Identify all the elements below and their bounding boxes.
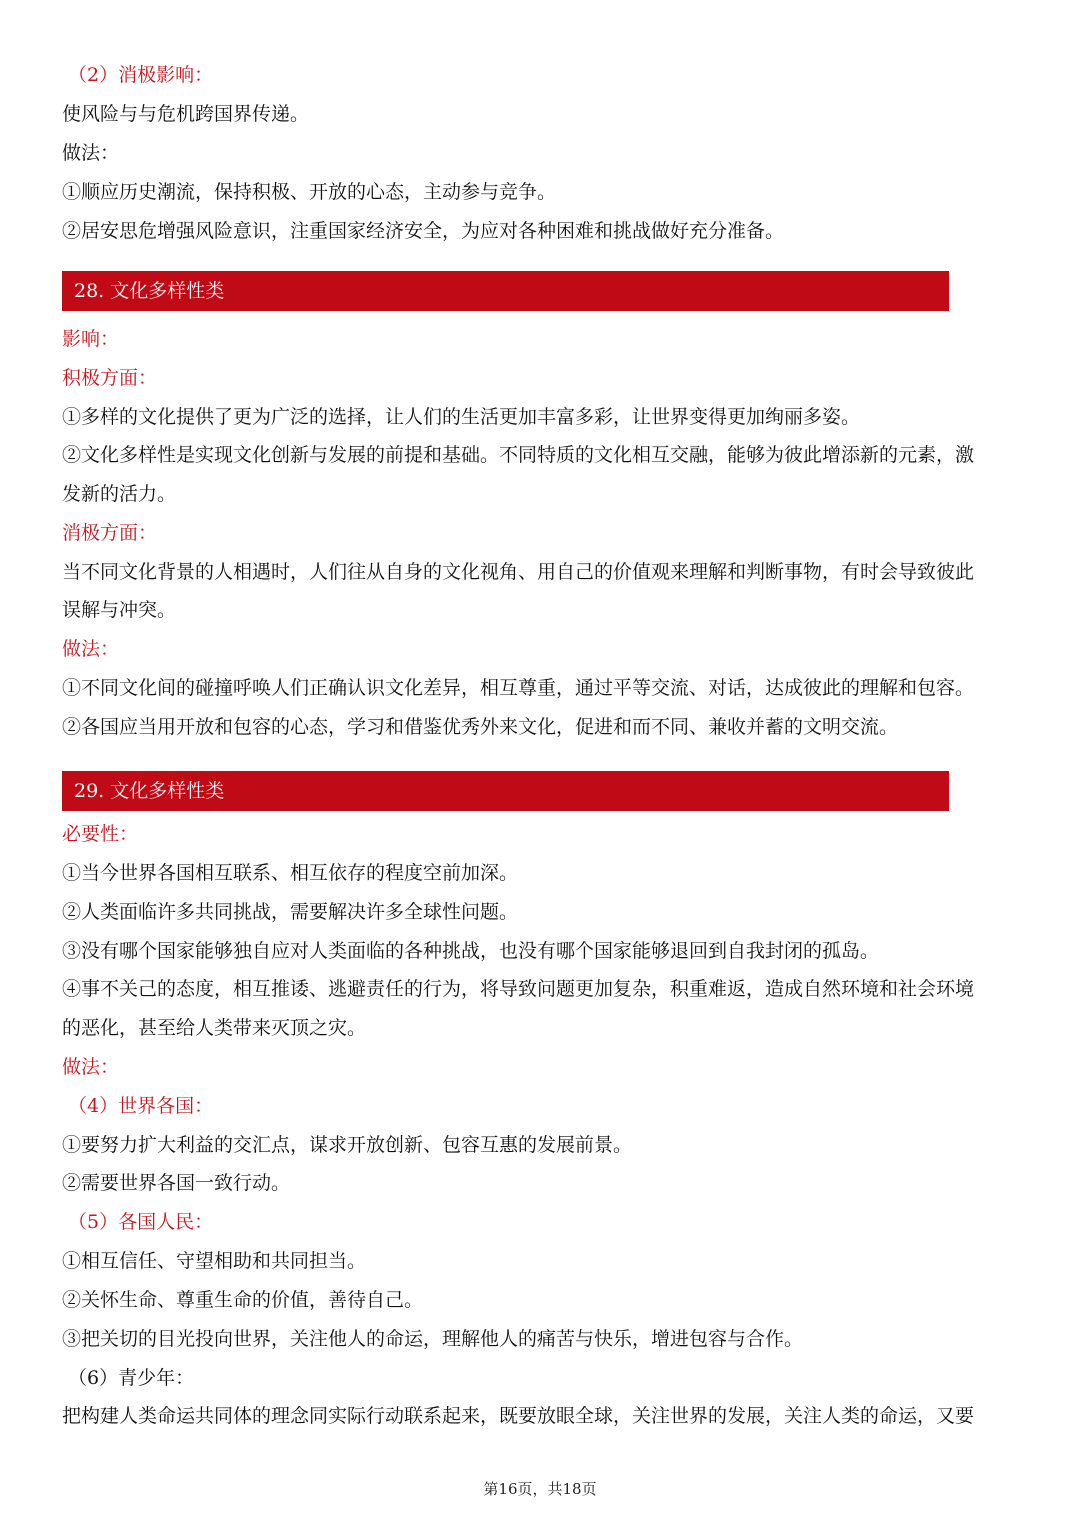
text-line: ③没有哪个国家能够独自应对人类面临的各种挑战，也没有哪个国家能够退回到自我封闭的孤岛。 bbox=[62, 940, 880, 962]
text-line: 当不同文化背景的人相遇时，人们往从自身的文化视角、用自己的价值观来理解和判断事物，有时会导致彼此 bbox=[62, 561, 975, 583]
text-line: ②文化多样性是实现文化创新与发展的前提和基础。不同特质的文化相互交融，能够为彼此增添新的元素，激 bbox=[62, 444, 975, 466]
people-label: （5）各国人民： bbox=[68, 1211, 214, 1233]
page-number: 第16页，共18页 bbox=[483, 1480, 597, 1498]
text-line: ④事不关己的态度，相互推诿、逃避责任的行为，将导致问题更加复杂，积重难返，造成自然环境和社会环境 bbox=[62, 978, 975, 1000]
text-line: ①多样的文化提供了更为广泛的选择，让人们的生活更加丰富多彩，让世界变得更加绚丽多姿。 bbox=[62, 406, 861, 428]
text-line: ①顺应历史潮流，保持积极、开放的心态，主动参与竞争。 bbox=[62, 181, 557, 203]
text-line: 使风险与与危机跨国界传递。 bbox=[62, 103, 310, 125]
necessity-label: 必要性： bbox=[62, 823, 139, 845]
negative-label: 消极方面： bbox=[62, 522, 158, 544]
text-line: ①要努力扩大利益的交汇点，谋求开放创新、包容互惠的发展前景。 bbox=[62, 1134, 633, 1156]
text-line: ③把关切的目光投向世界，关注他人的命运，理解他人的痛苦与快乐，增进包容与合作。 bbox=[62, 1328, 804, 1350]
text-line: ②需要世界各国一致行动。 bbox=[62, 1172, 291, 1194]
text-line: ②关怀生命、尊重生命的价值，善待自己。 bbox=[62, 1289, 424, 1311]
text-line: ②各国应当用开放和包容的心态，学习和借鉴优秀外来文化，促进和而不同、兼收并蓄的文明交流。 bbox=[62, 716, 899, 738]
text-line: 发新的活力。 bbox=[62, 483, 177, 505]
subheading-negative-impact: （2）消极影响： bbox=[68, 64, 214, 86]
youth-label: （6）青少年： bbox=[68, 1367, 195, 1389]
text-line: 误解与冲突。 bbox=[62, 599, 177, 621]
text-line: 做法： bbox=[62, 142, 120, 164]
section-29-banner: 29. 文化多样性类 bbox=[62, 771, 949, 811]
text-line: ②人类面临许多共同挑战，需要解决许多全球性问题。 bbox=[62, 901, 519, 923]
world-label: （4）世界各国： bbox=[68, 1095, 214, 1117]
positive-label: 积极方面： bbox=[62, 367, 158, 389]
text-line: ①当今世界各国相互联系、相互依存的程度空前加深。 bbox=[62, 862, 519, 884]
method-label: 做法： bbox=[62, 638, 120, 660]
text-line: ②居安思危增强风险意识，注重国家经济安全，为应对各种困难和挑战做好充分准备。 bbox=[62, 220, 785, 242]
text-line: ①不同文化间的碰撞呼唤人们正确认识文化差异，相互尊重，通过平等交流、对话，达成彼此的理解和包容。 bbox=[62, 677, 975, 699]
text-line: 把构建人类命运共同体的理念同实际行动联系起来，既要放眼全球，关注世界的发展，关注人类的命运，又要 bbox=[62, 1405, 975, 1427]
text-line: 的恶化，甚至给人类带来灭顶之灾。 bbox=[62, 1017, 367, 1039]
section-28-banner: 28. 文化多样性类 bbox=[62, 271, 949, 311]
impact-label: 影响： bbox=[62, 328, 120, 350]
method-label: 做法： bbox=[62, 1056, 120, 1078]
text-line: ①相互信任、守望相助和共同担当。 bbox=[62, 1250, 367, 1272]
